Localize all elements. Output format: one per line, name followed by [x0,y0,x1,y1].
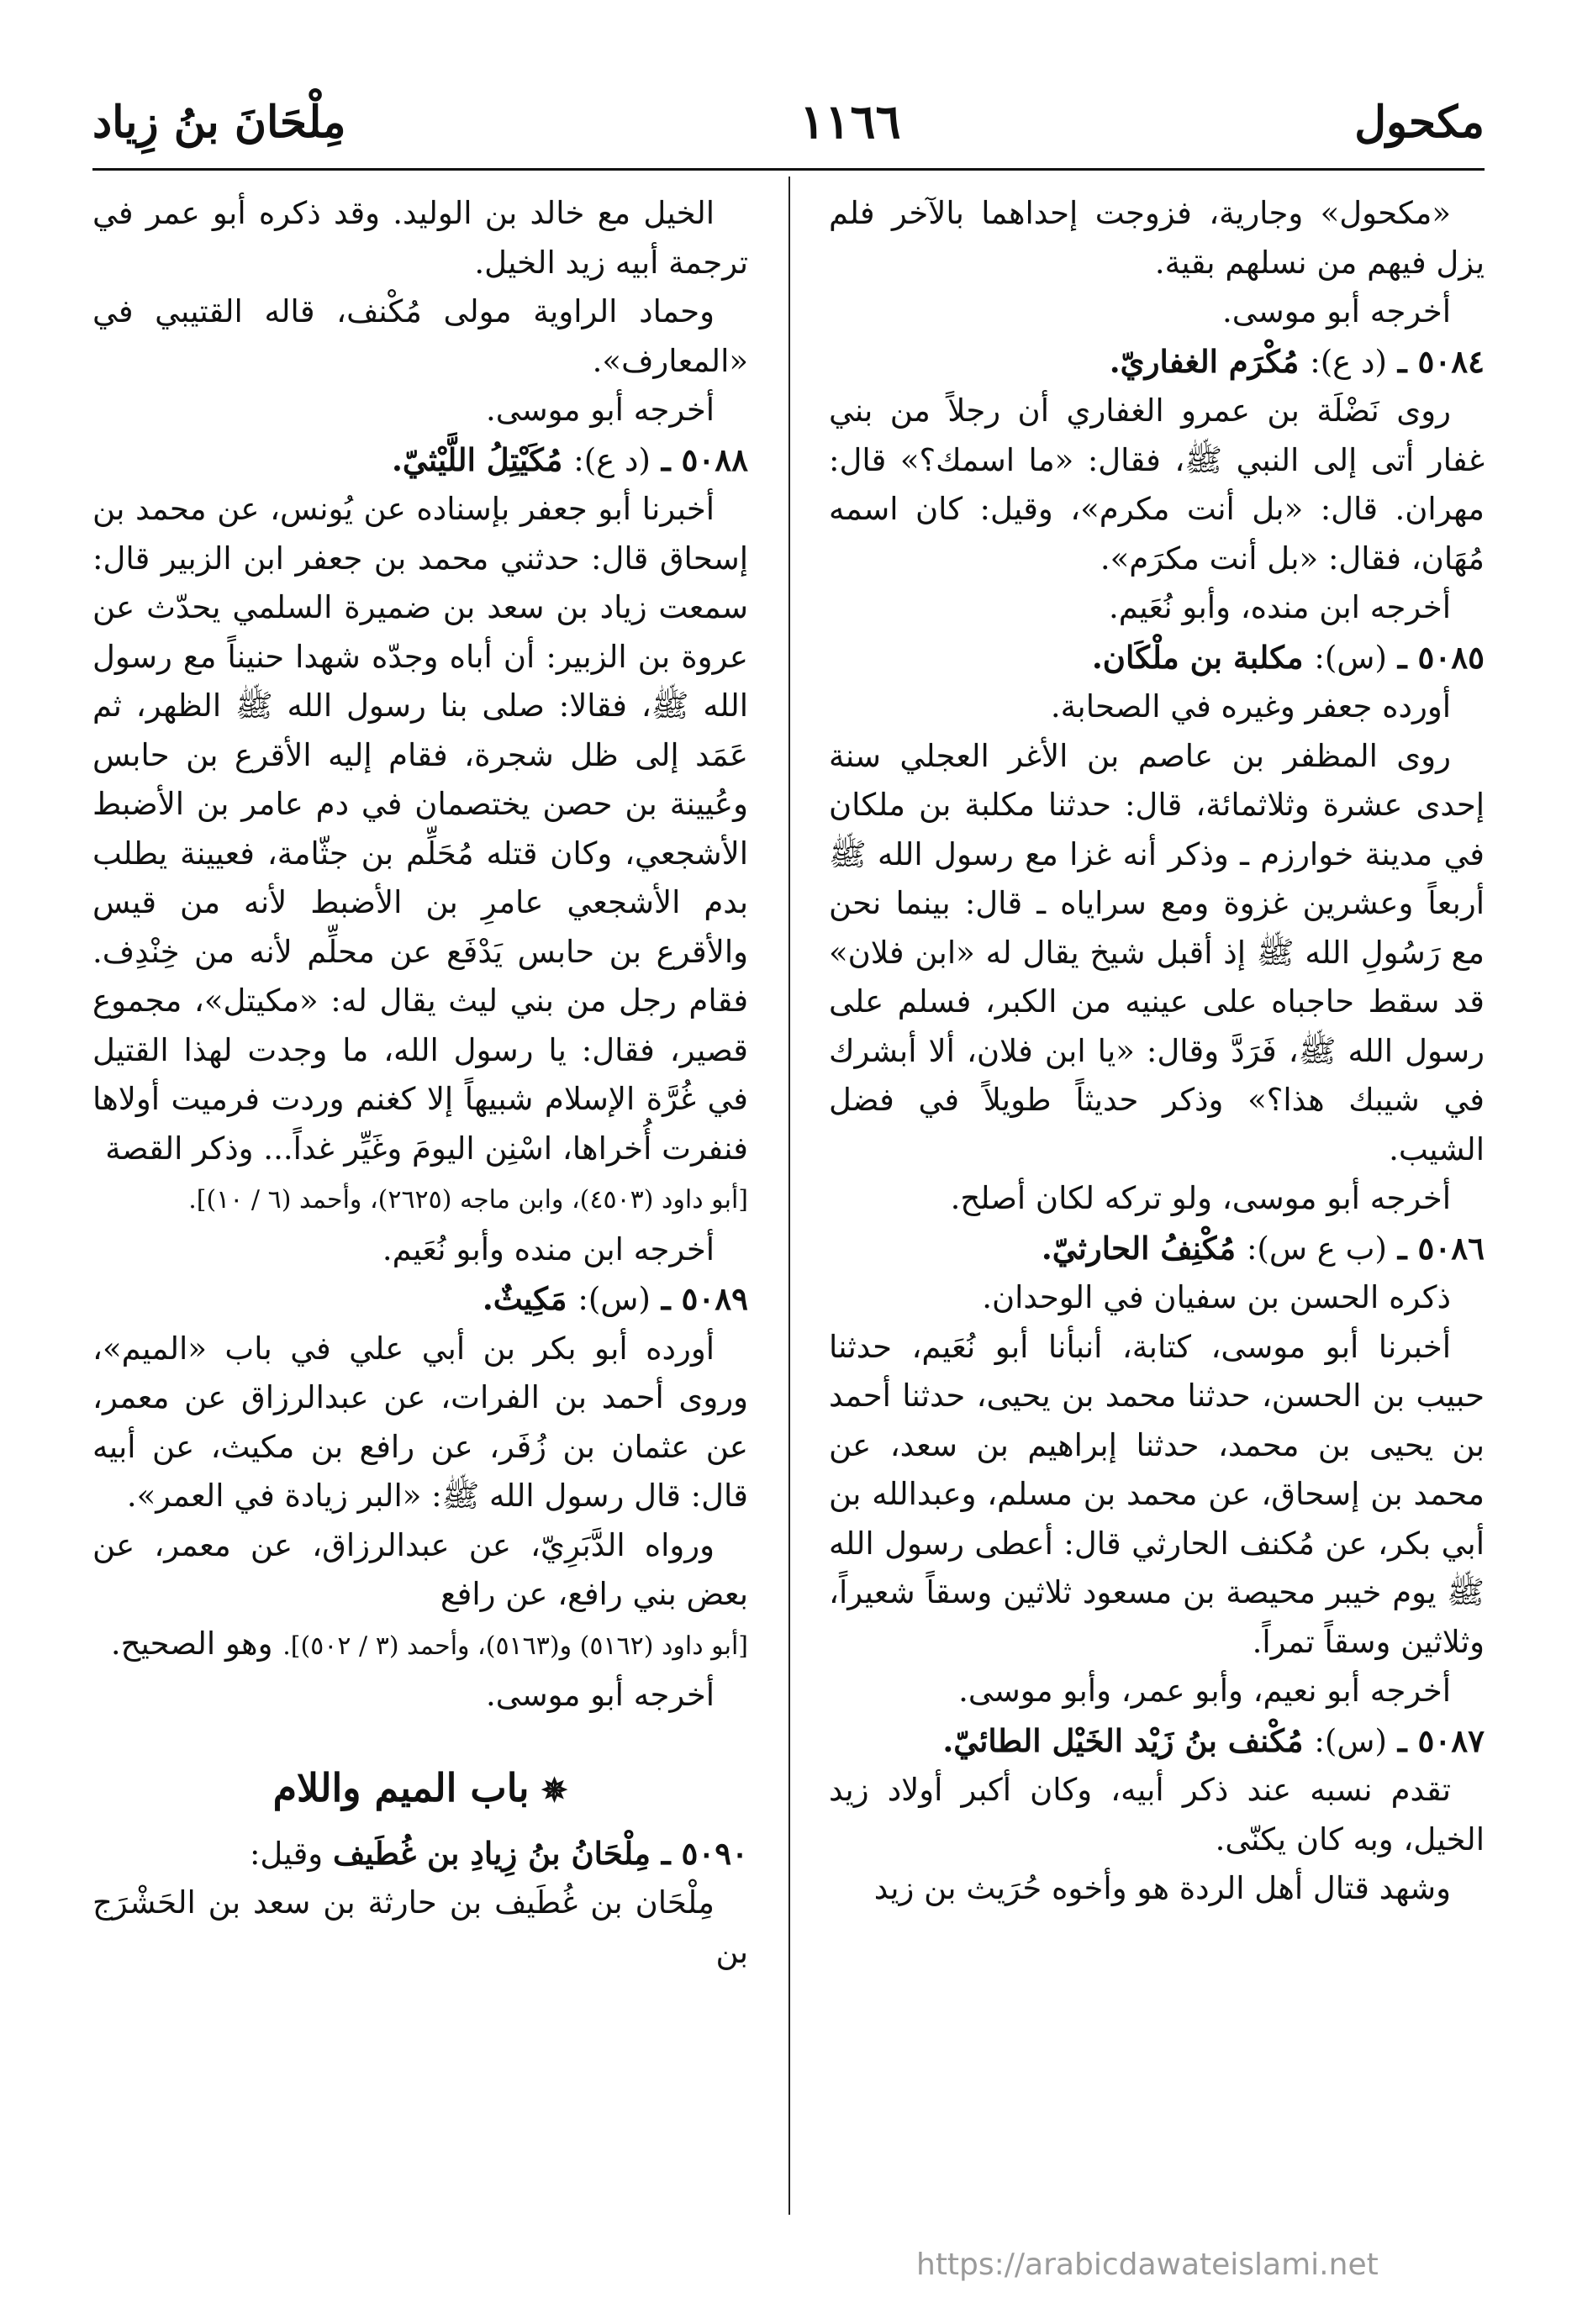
paragraph: مِلْحَان بن غُطَيف بن حارثة بن سعد بن الحَشْرَج بن [92,1884,748,1970]
paragraph: أخرجه أبو موسى، ولو تركه لكان أصلح. [950,1180,1451,1216]
paragraph: أخرجه أبو موسى. [1221,293,1451,329]
right-column [829,189,1485,2206]
page-number: ١١٦٦ [799,94,901,150]
column-divider [788,177,790,2215]
paragraph: أخبرنا أبو موسى، كتابة، أنبأنا أبو نُعَيم، حدثنا حبيب بن الحسن، حدثنا محمد بن يحيى، حدثنا أحمد بن يحيى بن محمد، حدثنا إبراهيم بن سعد، عن محمد بن إسحاق، عن محمد بن مسلم، وعبدالله بن أبي بكر، عن مُكنف الحارثي قال: أعطى رسول الله ﷺ يوم خيبر محيصة بن مسعود ثلاثين وسقاً شعيراً، وثلاثين وسقاً تمراً. [829,1328,1485,1660]
page-header [92,76,1485,171]
entry-number: ٥٠٨٧ [1417,1721,1485,1759]
left-column-part-d [92,1829,748,1978]
left-column-part-b [92,1225,748,1620]
running-head-right: مكحول [1354,96,1485,148]
entry-heading: ٥٠٨٩ ـ (س): مَكِيثٌ. [482,1280,748,1317]
entry-number: ٥٠٨٥ [1417,638,1485,676]
paragraph: أخرجه أبو موسى. [485,1677,715,1713]
entry-code: (س): [1314,1722,1387,1759]
section-heading: ✵باب الميم واللام [272,1764,568,1810]
entry-code: (د ع): [1310,343,1387,380]
entry-name: مُكَيْتِلُ اللَّيْثيّ. [392,440,563,478]
paragraph: أخبرنا أبو جعفر بإسناده عن يُونس، عن محمد بن إسحاق قال: حدثني محمد بن جعفر ابن الزبير قال: سمعت زياد بن سعد بن ضميرة السلمي يحدّث عن عروة بن الزبير: أن أباه وجدّه شهدا حنيناً مع رسول الله ﷺ، فقالا: صلى بنا رسول الله ﷺ الظهر، ثم عَمَد إلى ظل شجرة، فقام إليه الأقرع بن حابس وعُيينة بن حصن يختصمان في دم عامر بن الأضبط الأشجعي، وكان قتله مُحَلِّم بن جثّامة، فعيينة يطلب بدم الأشجعي عامرِ بن الأضبط لأنه من قيس والأقرع بن حابس يَدْفَع عن محلِّم لأنه من خِنْدِف. فقام رجل من بني ليث يقال له: «مكيتل»، مجموع قصير، فقال: يا رسول الله، ما وجدت لهذا القتيل في غُرَّة الإسلام شبيهاً إلا كغنم وردت فرميت أولاها فنفرت أُخراها، اسْنِن اليومَ وغَيِّر غداً... وذكر القصة [92,491,748,1167]
paragraph: ورواه الدَّبَرِيّ، عن عبدالرزاق، عن معمر، عن بعض بني رافع، عن رافع [92,1526,748,1612]
star-ornament-icon: ✵ [541,1770,568,1809]
left-column-part-c [92,1671,748,1721]
entry-heading: ٥٠٩٠ ـ مِلْحَانُ بنُ زِيادِ بن غُطَيف وقيل: [249,1834,748,1872]
paragraph: أخرجه أبو موسى. [485,392,715,428]
running-head-left: مِلْحَانَ بنُ زِياد [92,96,346,148]
paragraph: «مكحول» وجارية، فزوجت إحداهما بالآخر فلم يزل فيهم من نسلهم بقية. [829,195,1485,281]
left-column-part-a [92,189,748,1173]
paragraph: أخرجه ابن منده، وأبو نُعَيم. [1108,589,1451,625]
entry-code: (س): [1314,639,1387,676]
entry-number: ٥٠٨٨ [681,440,748,478]
citation-1: [أبو داود (٤٥٠٣)، وابن ماجه (٢٦٢٥)، وأحمد (٦ / ١٠)]. [188,1185,748,1215]
entry-name: مُكْنِفُ الحارثيّ. [1041,1229,1237,1267]
entry-name: مِلْحَانُ بنُ زِيادِ بن غُطَيف [332,1834,651,1872]
entry-name: مُكْرَم الغفاريّ. [1109,342,1300,380]
paragraph: أخرجه أبو نعيم، وأبو عمر، وأبو موسى. [958,1673,1451,1709]
entry-heading: ٥٠٨٦ ـ (ب ع س): مُكْنِفُ الحارثيّ. [1041,1229,1485,1267]
entry-number: ٥٠٨٤ [1417,342,1485,380]
paragraph: روى المظفر بن عاصم بن الأغر العجلي سنة إحدى عشرة وثلاثمائة، قال: حدثنا مكلبة بن ملكان في مدينة خوارزم ـ وذكر أنه غزا مع رسول الله ﷺ أربعاً وعشرين غزوة ومع سراياه ـ قال: بينما نحن مع رَسُولِ الله ﷺ إذ أقبل شيخ يقال له «ابن فلان» قد سقط حاجباه على عينيه من الكبر، فسلم على رسول الله ﷺ، فَرَدَّ وقال: «يا ابن فلان، ألا أبشرك في شيبك هذا؟» وذكر حديثاً طويلاً في فضل الشيب. [829,737,1485,1167]
entry-heading: ٥٠٨٤ ـ (د ع): مُكْرَم الغفاريّ. [1109,342,1485,380]
entry-name: مُكْنف بنُ زَيْد الخَيْل الطائيّ. [942,1721,1304,1759]
paragraph: وشهد قتال أهل الردة هو وأخوه حُرَيث بن زيد [873,1870,1451,1906]
paragraph: الخيل مع خالد بن الوليد. وقد ذكره أبو عمر في ترجمة أبيه زيد الخيل. [92,195,748,281]
entry-number: ٥٠٨٦ [1417,1229,1485,1267]
entry-heading: ٥٠٨٥ ـ (س): مكلبة بن ملْكَان. [1091,638,1485,676]
paragraph: أخرجه ابن منده وأبو نُعَيم. [382,1231,715,1267]
citation-2: [أبو داود (٥١٦٢) و(٥١٦٣)، وأحمد (٣ / ٥٠٢)]. وهو الصحيح. [110,1625,748,1662]
paragraph: روى نَضْلَة بن عمرو الغفاري أن رجلاً من بني غفار أتى إلى النبي ﷺ، فقال: «ما اسمك؟» قال: مهران. قال: «بل أنت مكرم»، وقيل: كان اسمه مُهَان، فقال: «بل أنت مكرَم». [829,393,1485,577]
paragraph: ذكره الحسن بن سفيان في الوحدان. [982,1279,1451,1315]
entry-text: وقيل: [249,1835,324,1872]
entry-code: (ب ع س): [1246,1230,1387,1267]
entry-heading: ٥٠٨٧ ـ (س): مُكْنف بنُ زَيْد الخَيْل الطائيّ. [942,1721,1485,1759]
entry-name: مكلبة بن ملْكَان. [1091,638,1304,676]
entry-code: (د ع): [573,441,651,478]
left-column [92,189,748,2206]
entry-number: ٥٠٩٠ [681,1834,748,1872]
paragraph: تقدم نسبه عند ذكر أبيه، وكان أكبر أولاد زيد الخيل، وبه كان يكنّى. [829,1772,1485,1858]
entry-heading: ٥٠٨٨ ـ (د ع): مُكَيْتِلُ اللَّيْثيّ. [392,440,748,478]
entry-number: ٥٠٨٩ [681,1280,748,1317]
entry-name: مَكِيثٌ. [482,1280,567,1317]
paragraph: وحماد الراوية مولى مُكْنف، قاله القتيبي في «المعارف». [92,293,748,379]
paragraph: أورده جعفر وغيره في الصحابة. [1050,688,1451,725]
watermark-url: https://arabicdawateislami.net [916,2248,1379,2282]
paragraph: أورده أبو بكر بن أبي علي في باب «الميم»، وروى أحمد بن الفرات، عن عبدالرزاق عن معمر، عن عثمان بن زُفَر، عن رافع بن مكيث، عن أبيه قال: قال رسول الله ﷺ: «البر زيادة في العمر». [92,1330,748,1514]
entry-code: (س): [578,1281,651,1317]
